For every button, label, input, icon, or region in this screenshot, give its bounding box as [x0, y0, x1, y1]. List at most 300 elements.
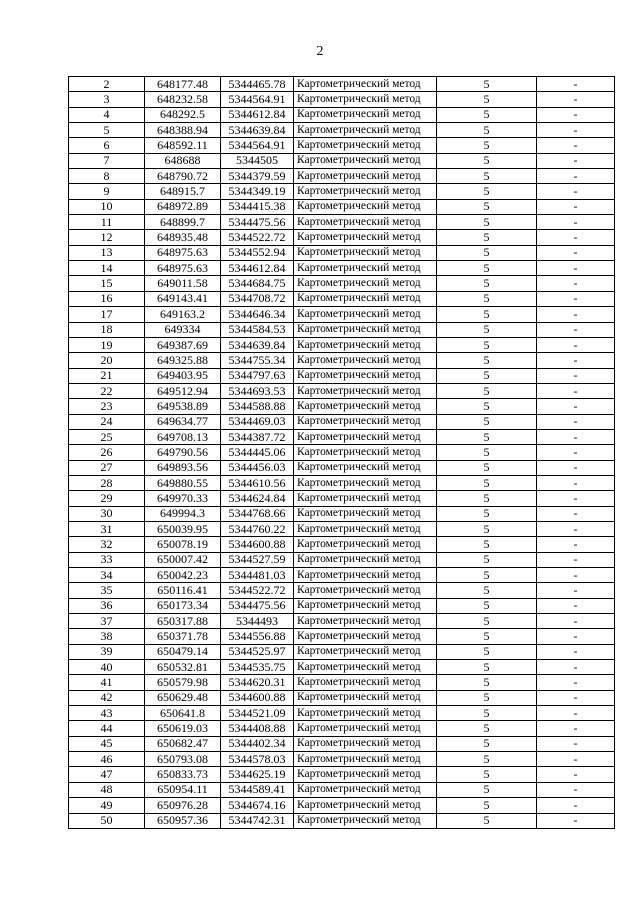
accuracy-cell: 5 — [437, 414, 537, 429]
y-coordinate-cell: 5344600.88 — [221, 537, 294, 552]
table-row — [69, 782, 615, 797]
accuracy-cell: 5 — [437, 614, 537, 629]
note-cell: - — [537, 291, 615, 306]
note-cell: - — [537, 123, 615, 138]
method-cell: Картометрический метод — [294, 429, 437, 444]
page-number: 2 — [316, 44, 324, 59]
x-coordinate-cell: 650371.78 — [145, 629, 221, 644]
method-cell: Картометрический метод — [294, 660, 437, 675]
point-number-cell: 45 — [69, 736, 145, 751]
y-coordinate-cell: 5344564.91 — [221, 138, 294, 153]
note-cell: - — [537, 169, 615, 184]
method-cell: Картометрический метод — [294, 752, 437, 767]
y-coordinate-cell: 5344402.34 — [221, 736, 294, 751]
x-coordinate-cell: 649325.88 — [145, 353, 221, 368]
x-coordinate-cell: 648790.72 — [145, 169, 221, 184]
note-cell: - — [537, 199, 615, 214]
point-number-cell: 34 — [69, 568, 145, 583]
accuracy-cell: 5 — [437, 552, 537, 567]
x-coordinate-cell: 650116.41 — [145, 583, 221, 598]
point-number-cell: 25 — [69, 429, 145, 444]
accuracy-cell: 5 — [437, 337, 537, 352]
note-cell: - — [537, 660, 615, 675]
table-row — [69, 383, 615, 398]
x-coordinate-cell: 649163.2 — [145, 307, 221, 322]
x-coordinate-cell: 649143.41 — [145, 291, 221, 306]
point-number-cell: 30 — [69, 506, 145, 521]
note-cell: - — [537, 614, 615, 629]
accuracy-cell: 5 — [437, 322, 537, 337]
x-coordinate-cell: 648935.48 — [145, 230, 221, 245]
accuracy-cell: 5 — [437, 276, 537, 291]
table-row — [69, 199, 615, 214]
point-number-cell: 17 — [69, 307, 145, 322]
note-cell: - — [537, 537, 615, 552]
x-coordinate-cell: 650042.23 — [145, 568, 221, 583]
table-row — [69, 92, 615, 107]
point-number-cell: 26 — [69, 445, 145, 460]
accuracy-cell: 5 — [437, 107, 537, 122]
x-coordinate-cell: 650532.81 — [145, 660, 221, 675]
accuracy-cell: 5 — [437, 782, 537, 797]
y-coordinate-cell: 5344525.97 — [221, 644, 294, 659]
method-cell: Картометрический метод — [294, 675, 437, 690]
method-cell: Картометрический метод — [294, 782, 437, 797]
y-coordinate-cell: 5344535.75 — [221, 660, 294, 675]
method-cell: Картометрический метод — [294, 123, 437, 138]
method-cell: Картометрический метод — [294, 153, 437, 168]
table-row — [69, 368, 615, 383]
table-row — [69, 598, 615, 613]
method-cell: Картометрический метод — [294, 245, 437, 260]
table-row — [69, 552, 615, 567]
x-coordinate-cell: 648232.58 — [145, 92, 221, 107]
point-number-cell: 24 — [69, 414, 145, 429]
accuracy-cell: 5 — [437, 307, 537, 322]
y-coordinate-cell: 5344693.53 — [221, 383, 294, 398]
y-coordinate-cell: 5344588.88 — [221, 399, 294, 414]
point-number-cell: 21 — [69, 368, 145, 383]
table-row — [69, 506, 615, 521]
table-row — [69, 445, 615, 460]
x-coordinate-cell: 649387.69 — [145, 337, 221, 352]
table-row — [69, 230, 615, 245]
y-coordinate-cell: 5344610.56 — [221, 475, 294, 490]
y-coordinate-cell: 5344620.31 — [221, 675, 294, 690]
method-cell: Картометрический метод — [294, 644, 437, 659]
table-row — [69, 521, 615, 536]
method-cell: Картометрический метод — [294, 813, 437, 828]
note-cell: - — [537, 706, 615, 721]
accuracy-cell: 5 — [437, 660, 537, 675]
x-coordinate-cell: 648388.94 — [145, 123, 221, 138]
table-row — [69, 460, 615, 475]
note-cell: - — [537, 353, 615, 368]
table-row — [69, 107, 615, 122]
method-cell: Картометрический метод — [294, 552, 437, 567]
y-coordinate-cell: 5344387.72 — [221, 429, 294, 444]
point-number-cell: 27 — [69, 460, 145, 475]
accuracy-cell: 5 — [437, 123, 537, 138]
method-cell: Картометрический метод — [294, 291, 437, 306]
x-coordinate-cell: 648177.48 — [145, 77, 221, 92]
table-row — [69, 399, 615, 414]
accuracy-cell: 5 — [437, 491, 537, 506]
note-cell: - — [537, 506, 615, 521]
method-cell: Картометрический метод — [294, 414, 437, 429]
note-cell: - — [537, 245, 615, 260]
point-number-cell: 23 — [69, 399, 145, 414]
x-coordinate-cell: 648592.11 — [145, 138, 221, 153]
note-cell: - — [537, 399, 615, 414]
point-number-cell: 29 — [69, 491, 145, 506]
x-coordinate-cell: 648688 — [145, 153, 221, 168]
method-cell: Картометрический метод — [294, 568, 437, 583]
method-cell: Картометрический метод — [294, 353, 437, 368]
method-cell: Картометрический метод — [294, 491, 437, 506]
note-cell: - — [537, 644, 615, 659]
x-coordinate-cell: 648915.7 — [145, 184, 221, 199]
method-cell: Картометрический метод — [294, 399, 437, 414]
table-row — [69, 261, 615, 276]
point-number-cell: 36 — [69, 598, 145, 613]
accuracy-cell: 5 — [437, 583, 537, 598]
table-row — [69, 767, 615, 782]
accuracy-cell: 5 — [437, 537, 537, 552]
accuracy-cell: 5 — [437, 813, 537, 828]
accuracy-cell: 5 — [437, 598, 537, 613]
accuracy-cell: 5 — [437, 291, 537, 306]
point-number-cell: 3 — [69, 92, 145, 107]
method-cell: Картометрический метод — [294, 368, 437, 383]
point-number-cell: 35 — [69, 583, 145, 598]
method-cell: Картометрический метод — [294, 184, 437, 199]
accuracy-cell: 5 — [437, 353, 537, 368]
method-cell: Картометрический метод — [294, 721, 437, 736]
point-number-cell: 19 — [69, 337, 145, 352]
point-number-cell: 15 — [69, 276, 145, 291]
point-number-cell: 22 — [69, 383, 145, 398]
method-cell: Картометрический метод — [294, 337, 437, 352]
method-cell: Картометрический метод — [294, 322, 437, 337]
note-cell: - — [537, 782, 615, 797]
point-number-cell: 4 — [69, 107, 145, 122]
table-row — [69, 813, 615, 828]
table-row — [69, 752, 615, 767]
note-cell: - — [537, 460, 615, 475]
point-number-cell: 31 — [69, 521, 145, 536]
note-cell: - — [537, 629, 615, 644]
accuracy-cell: 5 — [437, 460, 537, 475]
y-coordinate-cell: 5344708.72 — [221, 291, 294, 306]
x-coordinate-cell: 650954.11 — [145, 782, 221, 797]
point-number-cell: 18 — [69, 322, 145, 337]
method-cell: Картометрический метод — [294, 475, 437, 490]
table-row — [69, 537, 615, 552]
point-number-cell: 40 — [69, 660, 145, 675]
x-coordinate-cell: 650479.14 — [145, 644, 221, 659]
x-coordinate-cell: 649512.94 — [145, 383, 221, 398]
method-cell: Картометрический метод — [294, 614, 437, 629]
accuracy-cell: 5 — [437, 521, 537, 536]
accuracy-cell: 5 — [437, 644, 537, 659]
method-cell: Картометрический метод — [294, 307, 437, 322]
accuracy-cell: 5 — [437, 690, 537, 705]
note-cell: - — [537, 383, 615, 398]
method-cell: Картометрический метод — [294, 767, 437, 782]
x-coordinate-cell: 650078.19 — [145, 537, 221, 552]
x-coordinate-cell: 649893.56 — [145, 460, 221, 475]
y-coordinate-cell: 5344522.72 — [221, 583, 294, 598]
note-cell: - — [537, 521, 615, 536]
y-coordinate-cell: 5344760.22 — [221, 521, 294, 536]
table-row — [69, 568, 615, 583]
table-row — [69, 414, 615, 429]
point-number-cell: 33 — [69, 552, 145, 567]
point-number-cell: 48 — [69, 782, 145, 797]
x-coordinate-cell: 649880.55 — [145, 475, 221, 490]
point-number-cell: 13 — [69, 245, 145, 260]
x-coordinate-cell: 649994.3 — [145, 506, 221, 521]
x-coordinate-cell: 649538.89 — [145, 399, 221, 414]
note-cell: - — [537, 475, 615, 490]
accuracy-cell: 5 — [437, 445, 537, 460]
accuracy-cell: 5 — [437, 184, 537, 199]
note-cell: - — [537, 261, 615, 276]
table-row — [69, 123, 615, 138]
x-coordinate-cell: 648292.5 — [145, 107, 221, 122]
x-coordinate-cell: 650976.28 — [145, 798, 221, 813]
table-row — [69, 614, 615, 629]
method-cell: Картометрический метод — [294, 690, 437, 705]
note-cell: - — [537, 184, 615, 199]
y-coordinate-cell: 5344415.38 — [221, 199, 294, 214]
y-coordinate-cell: 5344408.88 — [221, 721, 294, 736]
table-row — [69, 77, 615, 92]
point-number-cell: 10 — [69, 199, 145, 214]
x-coordinate-cell: 649790.56 — [145, 445, 221, 460]
method-cell: Картометрический метод — [294, 77, 437, 92]
table-row — [69, 353, 615, 368]
accuracy-cell: 5 — [437, 475, 537, 490]
method-cell: Картометрический метод — [294, 521, 437, 536]
y-coordinate-cell: 5344768.66 — [221, 506, 294, 521]
method-cell: Картометрический метод — [294, 583, 437, 598]
table-row — [69, 245, 615, 260]
note-cell: - — [537, 107, 615, 122]
accuracy-cell: 5 — [437, 736, 537, 751]
accuracy-cell: 5 — [437, 752, 537, 767]
note-cell: - — [537, 690, 615, 705]
accuracy-cell: 5 — [437, 138, 537, 153]
y-coordinate-cell: 5344469.03 — [221, 414, 294, 429]
table-row — [69, 660, 615, 675]
accuracy-cell: 5 — [437, 215, 537, 230]
accuracy-cell: 5 — [437, 230, 537, 245]
point-number-cell: 20 — [69, 353, 145, 368]
x-coordinate-cell: 648975.63 — [145, 245, 221, 260]
method-cell: Картометрический метод — [294, 460, 437, 475]
point-number-cell: 39 — [69, 644, 145, 659]
y-coordinate-cell: 5344612.84 — [221, 261, 294, 276]
x-coordinate-cell: 649334 — [145, 322, 221, 337]
x-coordinate-cell: 650793.08 — [145, 752, 221, 767]
x-coordinate-cell: 650619.03 — [145, 721, 221, 736]
table-row — [69, 184, 615, 199]
y-coordinate-cell: 5344639.84 — [221, 123, 294, 138]
y-coordinate-cell: 5344527.59 — [221, 552, 294, 567]
accuracy-cell: 5 — [437, 169, 537, 184]
note-cell: - — [537, 491, 615, 506]
method-cell: Картометрический метод — [294, 169, 437, 184]
note-cell: - — [537, 568, 615, 583]
note-cell: - — [537, 92, 615, 107]
note-cell: - — [537, 414, 615, 429]
note-cell: - — [537, 445, 615, 460]
point-number-cell: 46 — [69, 752, 145, 767]
method-cell: Картометрический метод — [294, 506, 437, 521]
note-cell: - — [537, 368, 615, 383]
point-number-cell: 14 — [69, 261, 145, 276]
accuracy-cell: 5 — [437, 798, 537, 813]
note-cell: - — [537, 752, 615, 767]
note-cell: - — [537, 583, 615, 598]
x-coordinate-cell: 649708.13 — [145, 429, 221, 444]
point-number-cell: 37 — [69, 614, 145, 629]
note-cell: - — [537, 307, 615, 322]
point-number-cell: 16 — [69, 291, 145, 306]
y-coordinate-cell: 5344379.59 — [221, 169, 294, 184]
table-row — [69, 276, 615, 291]
note-cell: - — [537, 675, 615, 690]
accuracy-cell: 5 — [437, 506, 537, 521]
y-coordinate-cell: 5344445.06 — [221, 445, 294, 460]
y-coordinate-cell: 5344674.16 — [221, 798, 294, 813]
table-row — [69, 721, 615, 736]
y-coordinate-cell: 5344505 — [221, 153, 294, 168]
point-number-cell: 47 — [69, 767, 145, 782]
accuracy-cell: 5 — [437, 568, 537, 583]
y-coordinate-cell: 5344612.84 — [221, 107, 294, 122]
y-coordinate-cell: 5344625.19 — [221, 767, 294, 782]
y-coordinate-cell: 5344556.88 — [221, 629, 294, 644]
note-cell: - — [537, 798, 615, 813]
method-cell: Картометрический метод — [294, 261, 437, 276]
method-cell: Картометрический метод — [294, 537, 437, 552]
point-number-cell: 50 — [69, 813, 145, 828]
x-coordinate-cell: 650317.88 — [145, 614, 221, 629]
point-number-cell: 49 — [69, 798, 145, 813]
note-cell: - — [537, 230, 615, 245]
point-number-cell: 42 — [69, 690, 145, 705]
table-row — [69, 644, 615, 659]
y-coordinate-cell: 5344755.34 — [221, 353, 294, 368]
y-coordinate-cell: 5344797.63 — [221, 368, 294, 383]
point-number-cell: 38 — [69, 629, 145, 644]
y-coordinate-cell: 5344465.78 — [221, 77, 294, 92]
coordinates-table — [68, 76, 615, 829]
note-cell: - — [537, 598, 615, 613]
method-cell: Картометрический метод — [294, 629, 437, 644]
y-coordinate-cell: 5344684.75 — [221, 276, 294, 291]
accuracy-cell: 5 — [437, 767, 537, 782]
note-cell: - — [537, 276, 615, 291]
x-coordinate-cell: 648975.63 — [145, 261, 221, 276]
point-number-cell: 2 — [69, 77, 145, 92]
y-coordinate-cell: 5344584.53 — [221, 322, 294, 337]
note-cell: - — [537, 215, 615, 230]
table-row — [69, 169, 615, 184]
method-cell: Картометрический метод — [294, 92, 437, 107]
point-number-cell: 9 — [69, 184, 145, 199]
note-cell: - — [537, 721, 615, 736]
table-row — [69, 706, 615, 721]
table-row — [69, 153, 615, 168]
y-coordinate-cell: 5344564.91 — [221, 92, 294, 107]
accuracy-cell: 5 — [437, 245, 537, 260]
point-number-cell: 11 — [69, 215, 145, 230]
accuracy-cell: 5 — [437, 368, 537, 383]
y-coordinate-cell: 5344639.84 — [221, 337, 294, 352]
table-row — [69, 675, 615, 690]
x-coordinate-cell: 649011.58 — [145, 276, 221, 291]
table-row — [69, 491, 615, 506]
note-cell: - — [537, 429, 615, 444]
note-cell: - — [537, 736, 615, 751]
method-cell: Картометрический метод — [294, 276, 437, 291]
method-cell: Картометрический метод — [294, 598, 437, 613]
x-coordinate-cell: 648972.89 — [145, 199, 221, 214]
table-row — [69, 475, 615, 490]
x-coordinate-cell: 650641.8 — [145, 706, 221, 721]
point-number-cell: 12 — [69, 230, 145, 245]
y-coordinate-cell: 5344456.03 — [221, 460, 294, 475]
y-coordinate-cell: 5344600.88 — [221, 690, 294, 705]
x-coordinate-cell: 650173.34 — [145, 598, 221, 613]
note-cell: - — [537, 77, 615, 92]
point-number-cell: 28 — [69, 475, 145, 490]
table-row — [69, 690, 615, 705]
note-cell: - — [537, 337, 615, 352]
method-cell: Картометрический метод — [294, 706, 437, 721]
point-number-cell: 6 — [69, 138, 145, 153]
y-coordinate-cell: 5344481.03 — [221, 568, 294, 583]
method-cell: Картометрический метод — [294, 215, 437, 230]
x-coordinate-cell: 650039.95 — [145, 521, 221, 536]
table-row — [69, 798, 615, 813]
point-number-cell: 32 — [69, 537, 145, 552]
accuracy-cell: 5 — [437, 92, 537, 107]
method-cell: Картометрический метод — [294, 445, 437, 460]
method-cell: Картометрический метод — [294, 199, 437, 214]
method-cell: Картометрический метод — [294, 107, 437, 122]
y-coordinate-cell: 5344521.09 — [221, 706, 294, 721]
y-coordinate-cell: 5344646.34 — [221, 307, 294, 322]
x-coordinate-cell: 650579.98 — [145, 675, 221, 690]
accuracy-cell: 5 — [437, 261, 537, 276]
y-coordinate-cell: 5344475.56 — [221, 598, 294, 613]
x-coordinate-cell: 649403.95 — [145, 368, 221, 383]
y-coordinate-cell: 5344552.94 — [221, 245, 294, 260]
y-coordinate-cell: 5344589.41 — [221, 782, 294, 797]
method-cell: Картометрический метод — [294, 736, 437, 751]
table-row — [69, 138, 615, 153]
note-cell: - — [537, 813, 615, 828]
x-coordinate-cell: 650007.42 — [145, 552, 221, 567]
coordinates-table-body — [69, 77, 615, 829]
y-coordinate-cell: 5344624.84 — [221, 491, 294, 506]
accuracy-cell: 5 — [437, 706, 537, 721]
